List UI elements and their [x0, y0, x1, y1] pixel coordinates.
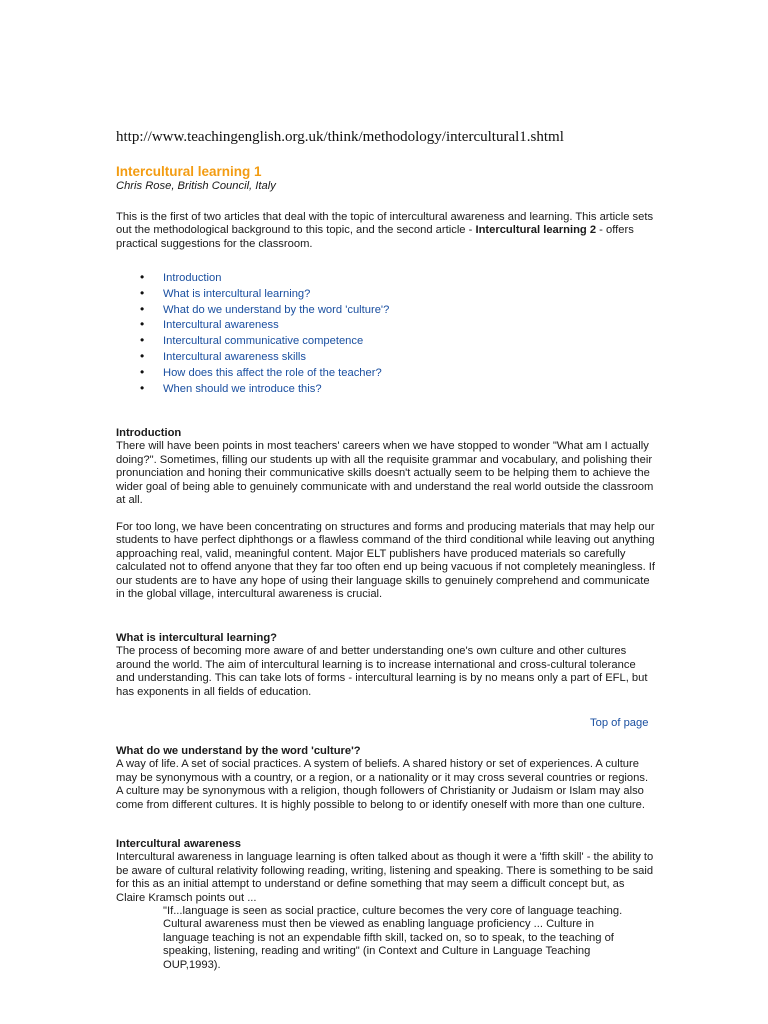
toc-item [116, 272, 389, 288]
toc-link-what-is[interactable]: What is intercultural learning? [163, 287, 311, 300]
bullet-icon: • [140, 301, 145, 316]
toc-link-competence[interactable]: Intercultural communicative competence [163, 335, 364, 348]
section-introduction [116, 427, 656, 507]
bullet-icon: • [140, 380, 145, 395]
toc-link-skills[interactable]: Intercultural awareness skills [163, 350, 307, 363]
toc-item [116, 301, 390, 320]
toc-link-culture[interactable]: What do we understand by the word 'culture'? [163, 303, 390, 316]
toc-link-awareness[interactable]: Intercultural awareness [163, 319, 279, 332]
toc-item [116, 364, 389, 383]
section-heading: What do we understand by the word 'culture'? [116, 745, 361, 757]
intro-text: This is the first of two articles that deal with the topic of intercultural awareness and learning. This article sets out the methodological background to this topic, and the second article - [116, 211, 654, 237]
section-what-is [116, 632, 656, 699]
toc-item [116, 348, 389, 367]
top-of-page-link[interactable]: Top of page [590, 717, 649, 729]
section-paragraph: For too long, we have been concentrating on structures and forms and producing materials that may help our students to have perfect diphthongs or a flawless command of the third conditional while leaving out anything approaching real, valid, meaningful content. Major ELT publishers have produced materials so carefully calculated not to offend anyone that they far too often end up being vacuous if not completely meaningless. If our students are to have any hope of using their language skills to genuinely comprehend and communicate in the global village, intercultural awareness is crucial. [116, 521, 656, 601]
intro-paragraph [116, 211, 656, 251]
section-paragraph: A way of life. A set of social practices. A system of beliefs. A shared history or set of experiences. A culture may be synonymous with a country, or a region, or a nationality or it may cross several countries or regions. A culture may be synonymous with a religion, though followers of Christianity or Judaism or Islam may also come from different cultures. It is highly possible to belong to or identify oneself with more than one culture. [116, 758, 649, 811]
article-author: Chris Rose, British Council, Italy [116, 180, 276, 192]
section-paragraph: There will have been points in most teachers' careers when we have stopped to wonder "What am I actually doing?". Sometimes, filling our students up with all the requisite grammar and vocabulary, and polishing their pronunciation and honing their communicative skills doesn't actually seem to be helping them to achieve the wider goal of being able to genuinely communicate with and understand the real world outside the classroom at all. [116, 440, 654, 507]
section-awareness [116, 838, 656, 905]
bullet-icon: • [140, 317, 145, 332]
table-of-contents [116, 272, 389, 398]
section-heading: Intercultural awareness [116, 838, 241, 850]
toc-item [116, 285, 389, 304]
bullet-icon: • [140, 333, 145, 348]
bullet-icon: • [140, 285, 145, 300]
toc-item [116, 319, 389, 335]
toc-item [116, 380, 389, 399]
bullet-icon: • [140, 348, 145, 363]
toc-link-introduction[interactable]: Introduction [163, 272, 222, 284]
section-paragraph: The process of becoming more aware of and better understanding one's own culture and other cultures around the world. The aim of intercultural learning is to increase international and cross-cultural tolerance and understanding. This can take lots of forms - intercultural learning is by no means only a part of EFL, but has exponents in all fields of education. [116, 645, 648, 698]
block-quote: "If...language is seen as social practice, culture becomes the very core of language teaching. Cultural awareness must then be viewed as enabling language proficiency ... Culture in language teaching is not an expendable fifth skill, tacked on, so to speak, to the teaching of speaking, listening, reading and writing" (in Context and Culture in Language Teaching OUP,1993). [163, 905, 623, 971]
section-introduction-continued [116, 521, 656, 601]
bullet-icon: • [140, 270, 145, 284]
section-culture [116, 745, 656, 812]
article-title: Intercultural learning 1 [116, 164, 262, 179]
section-heading: Introduction [116, 427, 182, 439]
toc-link-teacher-role[interactable]: How does this affect the role of the teacher? [163, 366, 382, 379]
section-paragraph: Intercultural awareness in language learning is often talked about as though it were a 'fifth skill' - the ability to be aware of cultural relativity following reading, writing, listening and speaking. There is something to be said for this as an initial attempt to understand or define something that may seem a difficult concept but, as Claire Kramsch points out ... [116, 851, 654, 904]
intro-text-end: - offers practical suggestions for the classroom. [116, 224, 634, 250]
toc-item [116, 335, 389, 351]
toc-link-when[interactable]: When should we introduce this? [163, 382, 322, 395]
bullet-icon: • [140, 364, 145, 379]
intro-bold-link: Intercultural learning 2 [475, 224, 597, 237]
source-url[interactable]: http://www.teachingenglish.org.uk/think/methodology/intercultural1.shtml [116, 129, 564, 145]
section-heading: What is intercultural learning? [116, 632, 277, 644]
